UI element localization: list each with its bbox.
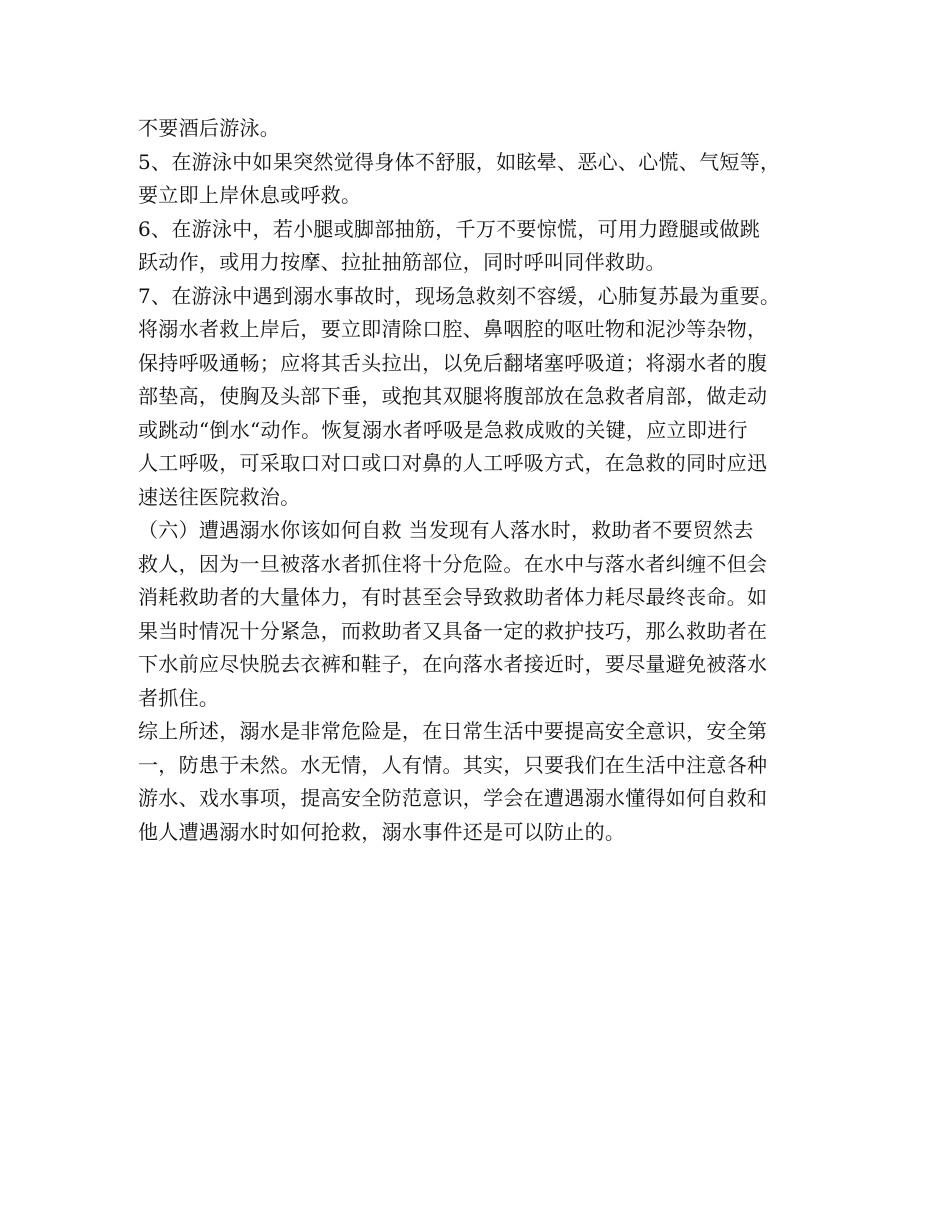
paragraph-item-7	[138, 280, 828, 515]
paragraph-section-6-self-rescue	[138, 514, 828, 715]
text-line: 果当时情况十分紧急，而救助者又具备一定的救护技巧，那么救助者在	[138, 618, 768, 643]
text-line: 速送往医院救治。	[138, 484, 301, 509]
paragraph-conclusion	[138, 715, 828, 849]
text-line: 不要酒后游泳。	[138, 116, 281, 140]
text-line: 人工呼吸，可采取口对口或口对鼻的人工呼吸方式，在急救的同时应迅	[138, 451, 768, 475]
text-line: 部垫高，使胸及头部下垂，或抱其双腿将腹部放在急救者肩部，做走动	[138, 384, 768, 408]
text-line: 救人，因为一旦被落水者抓住将十分危险。在水中与落水者纠缠不但会	[138, 551, 768, 576]
paragraph-item-6	[138, 213, 828, 280]
text-line: 或跳动“倒水“动作。恢复溺水者呼吸是急救成败的关键，应立即进行	[138, 417, 748, 442]
text-line: 消耗救助者的大量体力，有时甚至会导致救助者体力耗尽最终丧命。如	[138, 585, 768, 609]
text-line: 5、在游泳中如果突然觉得身体不舒服，如眩晕、恶心、心慌、气短等，	[138, 149, 781, 174]
text-line: 下水前应尽快脱去衣裤和鞋子，在向落水者接近时，要尽量避免被落水	[138, 652, 768, 676]
text-line: 他人遭遇溺水时如何抢救，溺水事件还是可以防止的。	[138, 819, 626, 844]
paragraph-item-5	[138, 146, 828, 213]
text-line: （六）遭遇溺水你该如何自救 当发现有人落水时，救助者不要贸然去	[138, 518, 754, 542]
paragraph-drinking-warning	[138, 112, 828, 146]
text-line: 要立即上岸休息或呼救。	[138, 183, 362, 207]
document-body	[138, 112, 828, 849]
text-line: 将溺水者救上岸后，要立即清除口腔、鼻咽腔的呕吐物和泥沙等杂物，	[138, 317, 768, 341]
text-line: 6、在游泳中，若小腿或脚部抽筋，千万不要惊慌，可用力蹬腿或做跳	[138, 216, 761, 241]
text-line: 者抓住。	[138, 685, 220, 710]
text-line: 游水、戏水事项，提高安全防范意识，学会在遭遇溺水懂得如何自救和	[138, 786, 768, 810]
text-line: 7、在游泳中遇到溺水事故时，现场急救刻不容缓，心肺复苏最为重要。	[138, 283, 781, 308]
text-line: 综上所述，溺水是非常危险是，在日常生活中要提高安全意识，安全第	[138, 719, 768, 743]
text-line: 跃动作，或用力按摩、拉扯抽筋部位，同时呼叫同伴救助。	[138, 250, 666, 274]
text-line: 保持呼吸通畅；应将其舌头拉出，以免后翻堵塞呼吸道；将溺水者的腹	[138, 350, 768, 375]
text-line: 一，防患于未然。水无情，人有情。其实，只要我们在生活中注意各种	[138, 752, 768, 777]
